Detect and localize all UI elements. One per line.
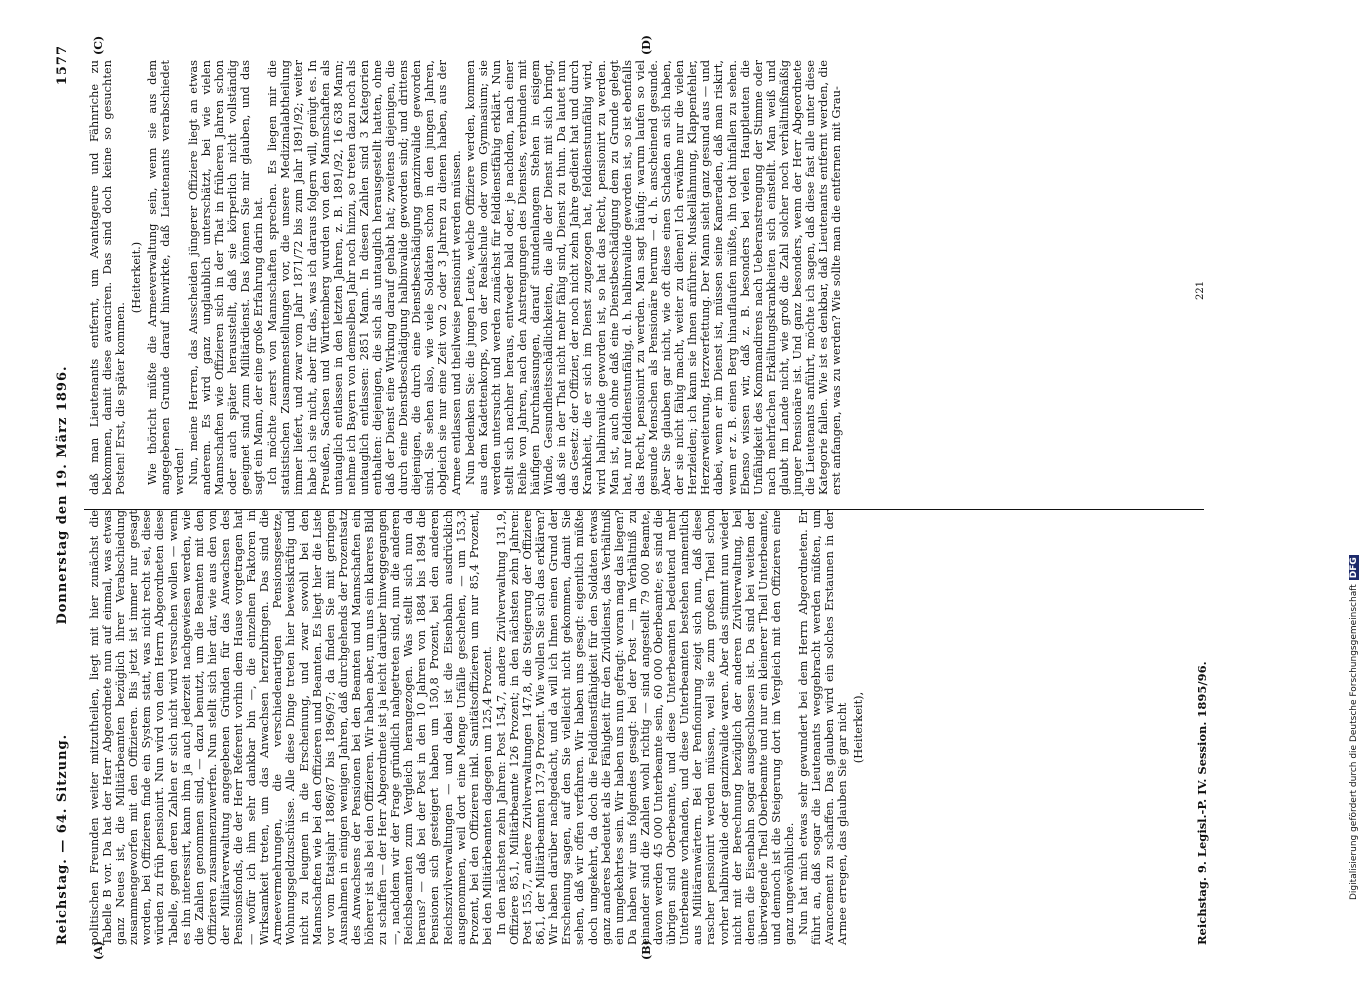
signature-number: 221 [1195,280,1206,300]
funding-text: Digitalisierung gefördert durch die Deutsche Forschungsgemeinschaft [1349,584,1359,900]
paragraph: daß man Lieutenants entfernt, um Avantageure und Fähnriche zu bekommen, damit diese avanciren. Das sind doch keine so gesuchten Posten! Erst, die später kommen. [87,60,128,495]
dfg-logo: DFG [1349,557,1359,579]
right-column [88,60,844,495]
marker-d: (D) [640,35,653,55]
marker-b: (B) [640,940,653,960]
paragraph: In den nächsten zehn Jahren: Post 154,7, andere Zivilverwaltung 131,9, Offiziere 85,1, Militärbeamte 126 Prozent; in den nächsten zehn Jahren: Post 155,7, andere Zivilverwaltungen 147,8, die Steigerung der Offiziere 86,1, der Militärbeamten 137,9 Prozent. Wie wollen Sie sich das erklären? Wir haben darüber nachgedacht, und da will ich Ihnen einen Grund der Erscheinung sagen, auf den Sie vielleicht nicht gekommen, damit Sie sehen, daß wir offen verfahren. Wir haben uns gesagt: eigentlich müßte doch umgekehrt, da doch die Felddienstfähigkeit für den Soldaten etwas ganz anderes bedeutet als die Fähigkeit für den Zivildienst, das Verhältniß ein umgekehrtes sein. Wir haben uns nun gefragt: woran mag das liegen? Da haben wir uns folgendes gesagt: bei der Post — im Verhältniß zu einander sind die Zahlen wohl richtig — sind angestellt 79 000 Beamte, davon werden 45 000 Unterbeamte sein, 60 000 Oberbeamte; es sind die übrigen sind Oberbeamte, und diese Unterbeamten bedeutend mehr Unterbeamte vorhanden, und diese Unterbeamten bestehen namentlich aus Militäranwärtern. Bei der Penfionirung zeigt sich nun, daß diese rascher pensionirt werden müssen, weil sie zum großen Theil schon vorher halbinvalide oder ganzinvalide waren. Aber das stimmt nun wieder nicht mit der Berechnung bezüglich der anderen Zivilverwaltung, bei denen die Eisenbahn sogar ausgeschlossen ist. Da sind bei weitem der überwiegende Theil Oberbeamte und nur ein kleinerer Theil Unterbeamte, und dennoch ist die Steigerung dort im Vergleich mit den Offizieren eine ganz ungewöhnliche. [493,510,796,945]
left-column [88,510,869,945]
funding-note [1349,555,1359,900]
header-page-number: 1577 [55,45,70,86]
paragraph: Nun, meine Herren, das Ausscheiden jüngerer Offiziere liegt an etwas anderem. Es wird ganz unglaublich unterschätzt, bei wie vielen Mannschaften wie Offizieren sich in der That in früheren Jahren schon oder auch später herausstellt, daß sie körperlich nicht vollständig geeignet sind zum Militärdienst. Das können Sie mir glauben, und das sagt ein Mann, der eine große Erfahrung darin hat. [185,60,266,495]
marker-a: (A) [92,941,105,960]
header-left: Reichstag. — 64. Sitzung. [55,733,70,945]
paragraph: Wie thöricht müßte die Armeeverwaltung sein, wenn sie aus dem angegebenen Grunde darauf hinwirkte, daß Lieutenants verabschiedet werden! [145,60,186,495]
marker-c: (C) [92,35,105,55]
paragraph: Ich möchte zuerst von Mannschaften sprechen. Es liegen mir die statistischen Zusammenstellungen vor, die unsere Medizinalabtheilung immer liefert, und zwar vom Jahr 1871/72 bis zum Jahr 1891/92; weiter habe ich sie nicht, aber für das, was ich daraus folgern will, genügt es. In Preußen, Sachsen und Württemberg wurden von den Mannschaften als untauglich entlassen in den letzten Jahren, z. B. 1891/92, 16 638 Mann; nehme ich Bayern von demselben Jahr noch hinzu, so treten dazu noch als untauglich entlassen: 2851 Mann. In diesen Zahlen sind 3 Kategorien enthalten: diejenigen, die sich als untauglich herausgestellt hatten, ohne daß der Dienst eine Wirkung darauf gehabt hat; zweitens diejenigen, die durch eine Dienstbeschädigung halbinvalide geworden sind; und drittens diejenigen, die durch eine Dienstbeschädigung ganzinvalide geworden sind. Sie sehen also, wie viele Soldaten schon in den jungen Jahren, obgleich sie nur eine Zeit von 2 oder 3 Jahren zu dienen haben, aus der Armee entlassen und theilweise pensionirt werden müssen. [265,60,463,495]
digitization-sidebar [1335,0,1359,1000]
interjection: (Heiterkeit), [851,691,866,764]
page-footer: Reichstag. 9. Legisl.-P. IV. Session. 1895/96. [1195,661,1209,945]
paragraph: Nun bedenken Sie: die jungen Leute, welche Offiziere werden, kommen aus dem Kadettenkorps, von der Realschule oder vom Gymnasium; sie werden untersucht und werden zunächst für felddienstfähig erklärt. Nun stellt sich nachher heraus, entweder bald oder, je nachdem, nach einer Reihe von Jahren, nach den Anstrengungen des Dienstes, verbunden mit häufigen Durchnässungen, darauf stundenlangem Stehen in eisigem Winde, Gesundheitsschädlichkeiten, die alle der Dienst mit sich bringt, daß sie in der That nicht mehr fähig sind, Dienst zu thun. Da lautet nun das Gesetz: der Offizier, der noch nicht zehn Jahre gedient hat und durch Krankheit, die er sich im Dienst zugezogen hat, felddienstunfähig wird, wird halbinvalide geworden ist, so hat das Recht, pensionirt zu werden. Man ist, auch ohne daß eine Dienstbeschädigung dem zu Grunde gelegt hat, nur felddienstunfähig, d. h. halbinvalide geworden ist, so ist ebenfalls das Recht, pensionirt zu werden. Man sagt häufig: warum laufen so viel gesunde Menschen als Pensionäre herum — d. h. anscheinend gesunde. Aber Sie glauben gar nicht, wie oft diese einen Schaden an sich haben, der sie nicht fähig macht, weiter zu dienen! Ich erwähne nur die vielen Herzleiden; ich kann sie Ihnen anführen: Muskellähmung, Klappenfehler, Herzerweiterung, Herzverfettung. Der Mann sieht ganz gesund aus — und dabei, wenn er im Dienst ist, müssen seine Kameraden, daß man riskirt, wenn er z. B. einen Berg hinauflaufen müßte, ihn todt hinfallen zu sehen. Ebenso wissen wir, daß z. B. besonders bei vielen Hauptleuten die Unfähigkeit des Kommandirens nach Ueberanstrengung der Stimme oder nach mehrfachen Erkältungskrankheiten sich einstellt. Man weiß und glaubt im Lande nicht, wie groß die Zahl solcher noch verhältnißmäßig junger Pensionäre ist. Und ganz besonders, wenn der Herr Abgeordnete die Lieutenants anführt, möchte ich sagen, daß diese fast alle unter diese Kategorie fallen. Wie ist es denkbar, daß Lieutenants entfernt werden, die erst anfangen, was zu werden? Wie sollte man die entfernen mit Grau- [462,60,844,495]
header-date: Donnerstag den 19. März 1896. [55,365,70,625]
paragraph: politischen Freunden weiter mitzutheilen, liegt mit hier zunächst die Tabelle B vor. Da hat der Herr Abgeordnete nun auf einmal, was etwas ganz Neues ist, die Militärbeamten bezüglich ihrer Verabschiedung zusammengeworfen mit den Offizieren. Bis jetzt ist immer nur gesagt worden, bei Offizieren finde ein System statt, was nicht recht sei, diese würden zu früh pensionirt. Nun wird von dem Herrn Abgeordneten diese Tabelle, gegen deren Zahlen er sich nicht wird versuchen wollen — wenn es ihn interessirt, kann ihm ja auch jederzeit nachgewiesen werden, wie die Zahlen genommen sind, — dazu benutzt, um die Beamten mit den Offizieren zusammenzuwerfen. Nun stellt sich hier dar, wie aus den von der Militärverwaltung angegebenen Gründen für das Anwachsen des Pensionsfonds, die der Herr Referent vorhin dem Hause vorgetragen hat — wofür ich ihm sehr dankbar bin —, die einzelnen Faktoren in Wirksamkeit treten, um das Anwachsen herzubringen. Das sind die Armeevermehrungen, die verschiedenartigen Pensionsgesetze, Wohnungsgeldzuschüsse. Alle diese Dinge treten hier beweiskräftig und nicht zu leugnen in die Erscheinung, und zwar sowohl bei den Mannschaften wie bei den Offizieren und Beamten. Es liegt hier die Liste vor vom Etatsjahr 1886/87 bis 1896/97; da finden Sie mit geringen Ausnahmen in einigen wenigen Jahren, daß durchgehends der Prozentsatz des Anwachsens der Pensionen bei den Beamten und Mannschaften ein höherer ist als bei den Offizieren. Wir haben aber, um uns ein klareres Bild zu schaffen — der Herr Abgeordnete ist ja leicht darüber hinweggegangen —, nachdem wir der Frage gründlich nahgetreten sind, nun die anderen Reichsbeamten zum Vergleich herangezogen. Was stellt sich nun da heraus? — daß bei der Post in den 10 Jahren von 1884 bis 1894 die Pensionen sich gesteigert haben um 150,8 Prozent, bei den anderen Reichszivilverwaltungen — und dabei ist die Eisenbahn ausdrücklich ausgenommen, weil dort eine Menge Unfälle geschehen, — um 153,3 Prozent, bei den Offizieren inkl. Sanitätsoffizieren um nur 85,4 Prozent, bei den Militärbeamten dagegen um 125,4 Prozent. [87,510,494,945]
interjection: (Heiterkeit.) [129,241,144,314]
page-header [55,45,79,945]
paragraph: Nun hat mich etwas sehr gewundert bei dem Herrn Abgeordneten. Er führt an, daß sogar die Lieutenants weggebracht werden müßten, um Avancement zu schaffen. Das glauben wird ein solches Erstaunen in der Armee erregen, das glauben Sie gar nicht [796,510,850,945]
